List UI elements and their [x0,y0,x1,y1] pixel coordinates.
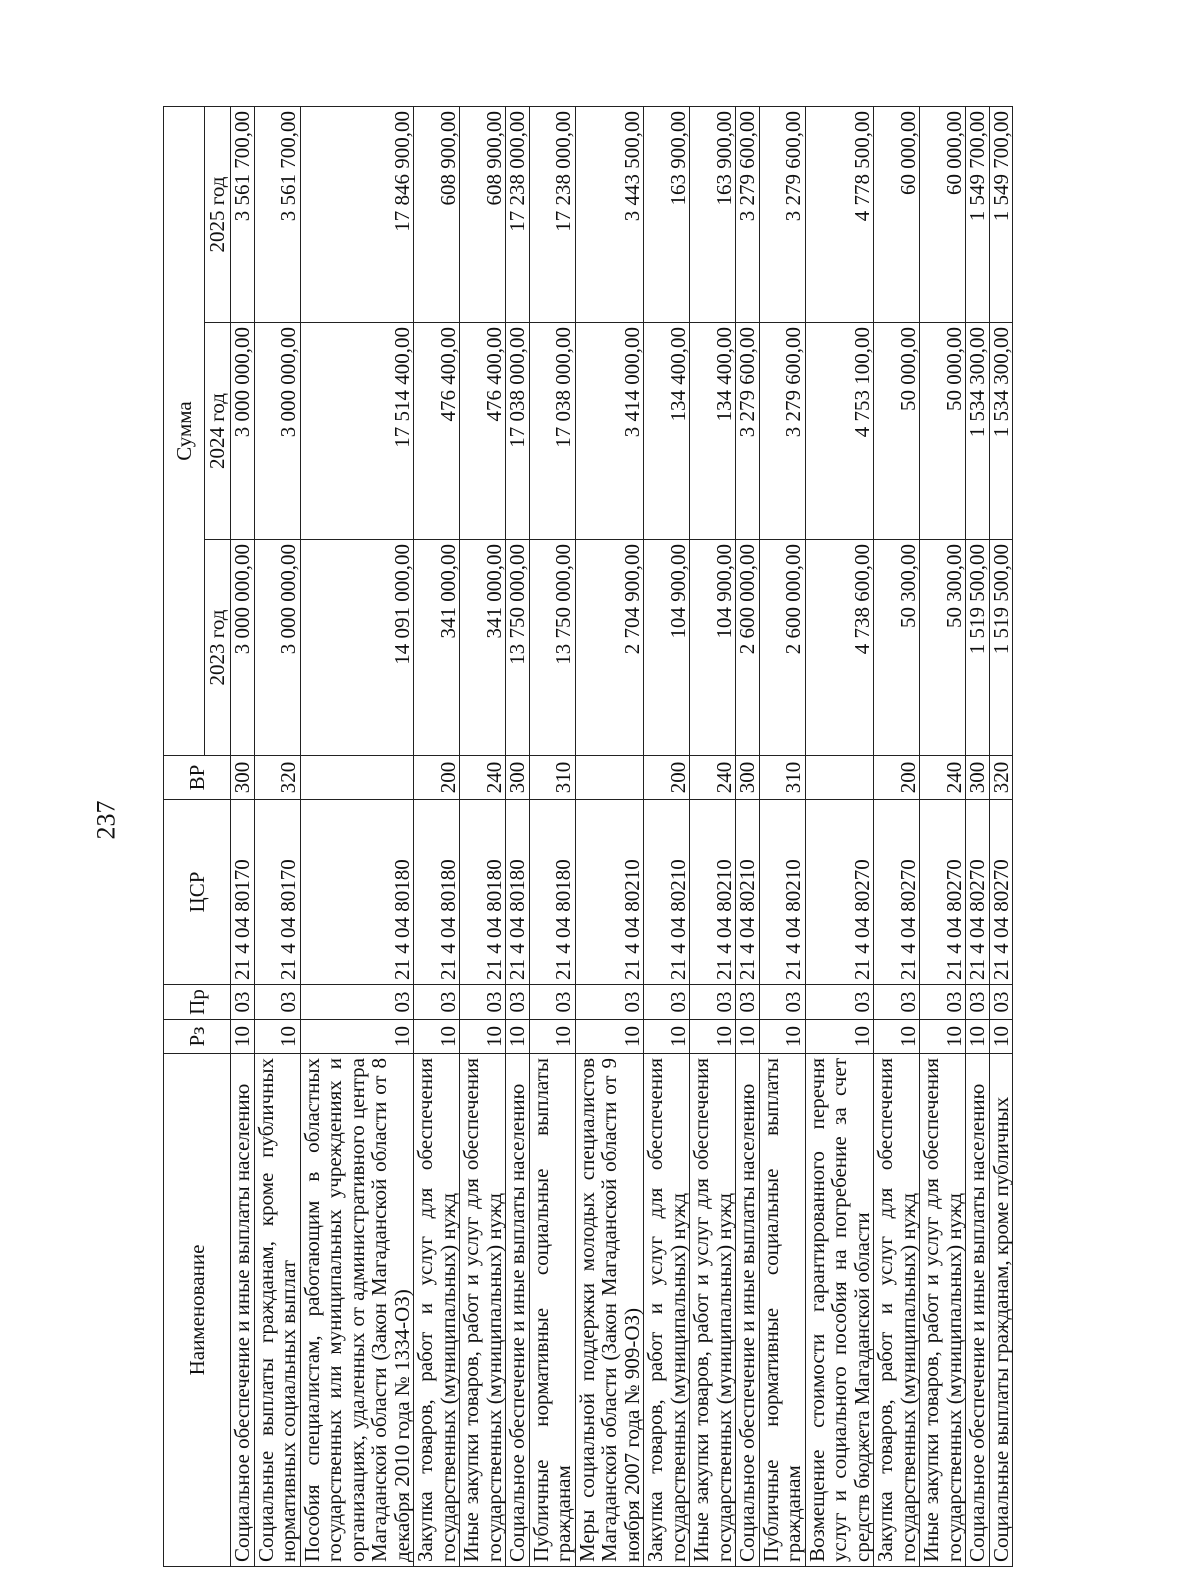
cell-2025: 4 778 500,00 [805,106,874,322]
cell-csr: 21 4 04 80270 [805,800,874,985]
header-vr: ВР [164,756,231,800]
cell-rz: 10 [231,1020,255,1054]
cell-2025: 60 000,00 [874,106,920,322]
budget-table-wrapper [163,107,1198,1567]
table-row [644,106,690,1566]
cell-csr: 21 4 04 80270 [920,800,966,985]
cell-rz: 10 [460,1020,506,1054]
cell-pr: 03 [529,985,575,1020]
cell-2023: 13 750 000,00 [506,540,530,756]
cell-2024: 17 038 000,00 [506,323,530,540]
cell-pr: 03 [736,985,760,1020]
cell-pr: 03 [575,985,644,1020]
cell-csr: 21 4 04 80170 [231,800,255,985]
cell-pr: 03 [966,985,990,1020]
cell-csr: 21 4 04 80180 [460,800,506,985]
table-row [920,106,966,1566]
table-row [966,106,990,1566]
cell-pr: 03 [690,985,736,1020]
cell-2025: 1 549 700,00 [966,106,990,322]
cell-rz: 10 [805,1020,874,1054]
cell-name: Закупка товаров, работ и услуг для обеспечения государственных (муниципальных) нужд [414,1054,460,1567]
cell-2023: 341 000,00 [460,540,506,756]
cell-2023: 4 738 600,00 [805,540,874,756]
cell-2025: 608 900,00 [414,106,460,322]
cell-2024: 1 534 300,00 [989,323,1013,540]
cell-2024: 50 000,00 [874,323,920,540]
cell-2025: 60 000,00 [920,106,966,322]
cell-2025: 3 279 600,00 [759,106,805,322]
cell-rz: 10 [529,1020,575,1054]
cell-vr: 300 [966,756,990,800]
cell-pr: 03 [506,985,530,1020]
cell-csr: 21 4 04 80270 [966,800,990,985]
cell-name: Социальное обеспечение и иные выплаты населению [231,1054,255,1567]
cell-2023: 2 600 000,00 [759,540,805,756]
cell-csr: 21 4 04 80180 [529,800,575,985]
cell-vr: 300 [506,756,530,800]
cell-vr: 300 [231,756,255,800]
cell-2023: 2 704 900,00 [575,540,644,756]
cell-rz: 10 [736,1020,760,1054]
page-number [86,790,126,850]
cell-2023: 104 900,00 [644,540,690,756]
cell-2024: 134 400,00 [690,323,736,540]
cell-2025: 163 900,00 [644,106,690,322]
cell-csr: 21 4 04 80210 [759,800,805,985]
cell-rz: 10 [506,1020,530,1054]
cell-name: Публичные нормативные социальные выплаты гражданам [529,1054,575,1567]
cell-rz: 10 [759,1020,805,1054]
cell-csr: 21 4 04 80170 [254,800,300,985]
header-pr: Пр [164,985,231,1020]
cell-name: Закупка товаров, работ и услуг для обеспечения государственных (муниципальных) нужд [874,1054,920,1567]
table-row [805,106,874,1566]
cell-2024: 3 414 000,00 [575,323,644,540]
cell-rz: 10 [989,1020,1013,1054]
cell-2023: 13 750 000,00 [529,540,575,756]
cell-name: Иные закупки товаров, работ и услуг для обеспечения государственных (муниципальных) нужд [460,1054,506,1567]
budget-table [163,106,1013,1567]
cell-2024: 134 400,00 [644,323,690,540]
cell-2023: 50 300,00 [874,540,920,756]
cell-rz: 10 [254,1020,300,1054]
cell-vr: 200 [874,756,920,800]
cell-name: Публичные нормативные социальные выплаты гражданам [759,1054,805,1567]
cell-2025: 17 846 900,00 [300,106,414,322]
cell-2024: 3 000 000,00 [231,323,255,540]
cell-vr: 240 [920,756,966,800]
cell-vr: 310 [759,756,805,800]
page-number-text: 237 [91,800,120,840]
cell-rz: 10 [414,1020,460,1054]
cell-2024: 17 514 400,00 [300,323,414,540]
table-body [231,106,1013,1566]
cell-name: Иные закупки товаров, работ и услуг для обеспечения государственных (муниципальных) нужд [690,1054,736,1567]
header-sum: Сумма [164,106,205,755]
cell-csr: 21 4 04 80210 [644,800,690,985]
table-row [231,106,255,1566]
table-row [300,106,414,1566]
cell-2025: 17 238 000,00 [529,106,575,322]
cell-2025: 3 561 700,00 [254,106,300,322]
cell-csr: 21 4 04 80180 [414,800,460,985]
cell-2023: 3 000 000,00 [231,540,255,756]
cell-2023: 3 000 000,00 [254,540,300,756]
table-row [989,106,1013,1566]
cell-2024: 1 534 300,00 [966,323,990,540]
cell-vr: 240 [690,756,736,800]
cell-rz: 10 [874,1020,920,1054]
cell-vr: 310 [529,756,575,800]
cell-rz: 10 [575,1020,644,1054]
table-row [575,106,644,1566]
table-row [690,106,736,1566]
table-row [874,106,920,1566]
cell-name: Иные закупки товаров, работ и услуг для обеспечения государственных (муниципальных) нужд [920,1054,966,1567]
cell-pr: 03 [231,985,255,1020]
cell-2023: 50 300,00 [920,540,966,756]
cell-pr: 03 [460,985,506,1020]
cell-2025: 3 279 600,00 [736,106,760,322]
cell-vr: 240 [460,756,506,800]
cell-pr: 03 [254,985,300,1020]
cell-2024: 4 753 100,00 [805,323,874,540]
cell-csr: 21 4 04 80180 [300,800,414,985]
cell-vr [805,756,874,800]
cell-2024: 3 279 600,00 [759,323,805,540]
cell-2025: 608 900,00 [460,106,506,322]
cell-2025: 3 443 500,00 [575,106,644,322]
cell-name: Закупка товаров, работ и услуг для обеспечения государственных (муниципальных) нужд [644,1054,690,1567]
cell-pr: 03 [759,985,805,1020]
cell-name: Социальные выплаты гражданам, кроме публичных нормативных социальных выплат [254,1054,300,1567]
cell-2023: 341 000,00 [414,540,460,756]
cell-name: Социальное обеспечение и иные выплаты населению [966,1054,990,1567]
cell-pr: 03 [805,985,874,1020]
cell-vr: 300 [736,756,760,800]
cell-2024: 476 400,00 [460,323,506,540]
table-row [759,106,805,1566]
cell-rz: 10 [690,1020,736,1054]
cell-rz: 10 [300,1020,414,1054]
cell-vr [575,756,644,800]
cell-2024: 17 038 000,00 [529,323,575,540]
cell-rz: 10 [920,1020,966,1054]
cell-2024: 3 279 600,00 [736,323,760,540]
cell-vr [300,756,414,800]
cell-2025: 1 549 700,00 [989,106,1013,322]
cell-vr: 320 [254,756,300,800]
cell-2025: 17 238 000,00 [506,106,530,322]
cell-name: Возмещение стоимости гарантированного перечня услуг и социального пособия на погребение за счет средств бюджета Магаданской области [805,1054,874,1567]
cell-2024: 50 000,00 [920,323,966,540]
cell-name: Меры социальной поддержки молодых специалистов Магаданской области (Закон Магаданской области от 9 ноября 2007 года № 909-ОЗ) [575,1054,644,1567]
table-row [414,106,460,1566]
cell-pr: 03 [920,985,966,1020]
header-2023: 2023 год [205,540,231,756]
header-name: Наименование [164,1054,231,1567]
cell-pr: 03 [414,985,460,1020]
header-csr: ЦСР [164,800,231,985]
cell-pr: 03 [300,985,414,1020]
cell-2025: 163 900,00 [690,106,736,322]
table-row [529,106,575,1566]
cell-2023: 1 519 500,00 [966,540,990,756]
cell-name: Пособия специалистам, работающим в областных государственных или муниципальных учреждениях и организациях, удаленных от административного центра Магаданской области (Закон Магаданской области от 8 декабря 2010 года № 1334-ОЗ) [300,1054,414,1567]
cell-csr: 21 4 04 80210 [736,800,760,985]
cell-pr: 03 [989,985,1013,1020]
cell-2024: 3 000 000,00 [254,323,300,540]
cell-2024: 476 400,00 [414,323,460,540]
cell-csr: 21 4 04 80210 [690,800,736,985]
cell-rz: 10 [644,1020,690,1054]
cell-name: Социальные выплаты гражданам, кроме публичных [989,1054,1013,1567]
cell-name: Социальное обеспечение и иные выплаты населению [506,1054,530,1567]
cell-csr: 21 4 04 80270 [874,800,920,985]
cell-csr: 21 4 04 80270 [989,800,1013,985]
table-row [506,106,530,1566]
header-rz: Рз [164,1020,231,1054]
cell-vr: 200 [414,756,460,800]
cell-pr: 03 [874,985,920,1020]
table-header [164,106,231,1566]
cell-vr: 320 [989,756,1013,800]
cell-pr: 03 [644,985,690,1020]
cell-2023: 14 091 000,00 [300,540,414,756]
header-2024: 2024 год [205,323,231,540]
table-row [254,106,300,1566]
table-row [460,106,506,1566]
table-row [736,106,760,1566]
cell-2023: 104 900,00 [690,540,736,756]
header-2025: 2025 год [205,106,231,322]
cell-2023: 1 519 500,00 [989,540,1013,756]
cell-csr: 21 4 04 80210 [575,800,644,985]
cell-2023: 2 600 000,00 [736,540,760,756]
cell-csr: 21 4 04 80180 [506,800,530,985]
cell-rz: 10 [966,1020,990,1054]
cell-name: Социальное обеспечение и иные выплаты населению [736,1054,760,1567]
cell-2025: 3 561 700,00 [231,106,255,322]
cell-vr: 200 [644,756,690,800]
